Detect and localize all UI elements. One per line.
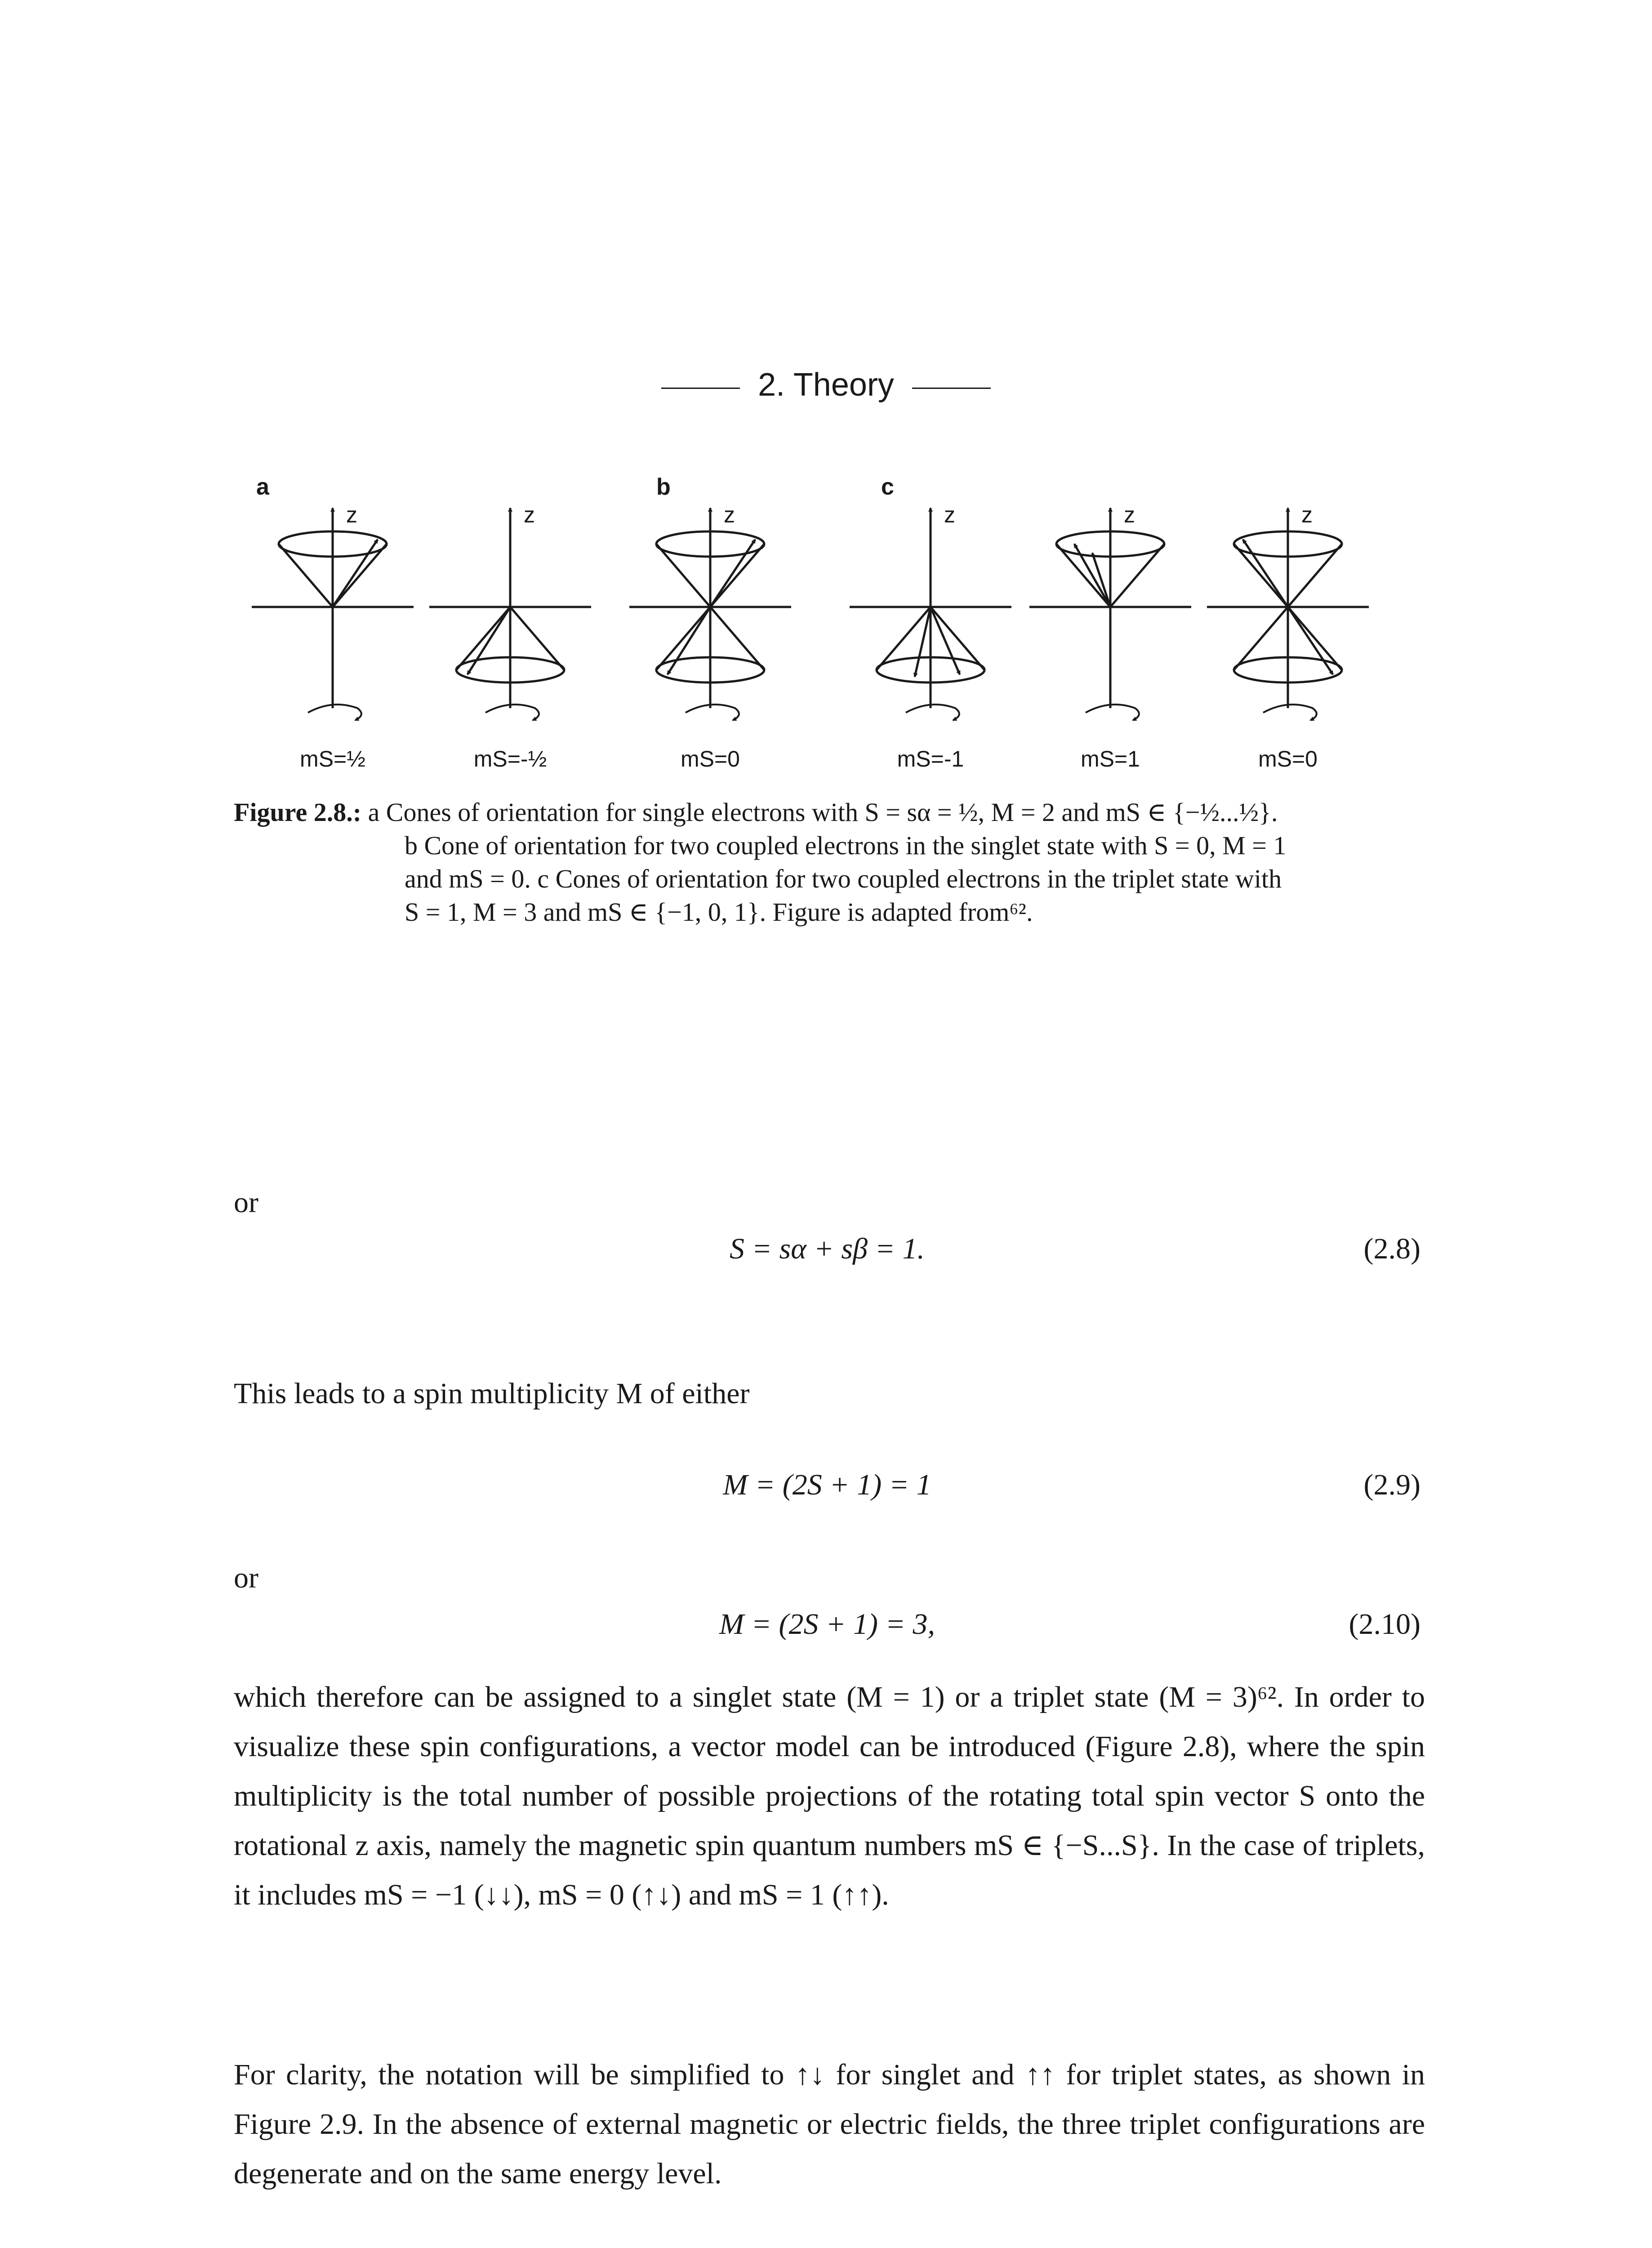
spin-vector — [931, 607, 960, 674]
spin-vector — [333, 540, 378, 607]
cone-edge — [710, 607, 764, 670]
equation-2-8 — [234, 1232, 1420, 1272]
cone-edge — [656, 544, 710, 607]
paragraph-multiplicity: This leads to a spin multiplicity M of either — [234, 1377, 750, 1410]
header-rule-right — [912, 388, 991, 389]
equation-2-8-expr: S = sα + sβ = 1. — [730, 1232, 925, 1265]
cone-edge — [1234, 544, 1288, 607]
equation-2-10-number: (2.10) — [1349, 1608, 1420, 1641]
equation-2-10 — [234, 1607, 1420, 1648]
panel-label-b: b — [656, 474, 671, 500]
figure-caption — [234, 796, 1425, 929]
z-axis-label: z — [724, 502, 735, 527]
text-or-1: or — [234, 1186, 258, 1219]
cone-edge — [456, 607, 510, 670]
ms-label-5: mS=1 — [1080, 746, 1140, 772]
z-axis-label: z — [346, 502, 357, 527]
cone-edge — [1288, 544, 1342, 607]
cone-edge — [1288, 607, 1342, 670]
spin-vector — [668, 607, 710, 674]
ms-label-4: mS=-1 — [897, 746, 964, 772]
caption-line-1: a Cones of orientation for single electrons with S = sα = ½, M = 2 and mS ∈ {−½...½}. — [368, 798, 1278, 827]
cone-edge — [1056, 544, 1110, 607]
cone-edge — [656, 607, 710, 670]
ms-label-1: mS=½ — [300, 746, 365, 772]
rotation-arrow — [308, 705, 361, 720]
spin-vector — [468, 607, 510, 674]
spin-vector — [1243, 540, 1288, 607]
equation-2-9 — [234, 1468, 1420, 1508]
header-rule-left — [661, 388, 740, 389]
text-or-2: or — [234, 1561, 258, 1594]
cone-edge — [1110, 544, 1164, 607]
equation-2-8-number: (2.8) — [1363, 1232, 1420, 1265]
caption-line-2: b Cone of orientation for two coupled electrons in the singlet state with S = 0, M = 1 — [405, 831, 1287, 860]
ms-label-3: mS=0 — [680, 746, 740, 772]
paragraph-notation: For clarity, the notation will be simplified to ↑↓ for singlet and ↑↑ for triplet states, as shown in Figure 2.9. In the absence of external magnetic or electric fields, the three triplet configurations are degenerate and on the same energy level. — [234, 2058, 1425, 2190]
header-title: 2. Theory — [758, 367, 894, 403]
caption-label: Figure 2.8.: — [234, 798, 362, 827]
cone-edge — [1234, 607, 1288, 670]
z-axis-label: z — [1124, 502, 1135, 527]
panel-label-c: c — [881, 474, 894, 500]
equation-2-9-number: (2.9) — [1363, 1468, 1420, 1501]
ms-label-2: mS=-½ — [473, 746, 547, 772]
cone-edge — [333, 544, 387, 607]
cone-edge — [710, 544, 764, 607]
rotation-arrow — [1263, 705, 1317, 720]
rotation-arrow — [485, 705, 539, 720]
spin-vector — [1288, 607, 1333, 674]
ms-label-6: mS=0 — [1258, 746, 1318, 772]
caption-line-3: and mS = 0. c Cones of orientation for two coupled electrons in the triplet state with — [405, 864, 1282, 893]
spin-vector — [710, 540, 755, 607]
panel-label-a: a — [256, 474, 269, 500]
z-axis-label: z — [1301, 502, 1313, 527]
z-axis-label: z — [524, 502, 535, 527]
rotation-arrow — [906, 705, 959, 720]
cone-edge — [279, 544, 333, 607]
running-header — [0, 366, 1652, 404]
paragraph-vector-model: which therefore can be assigned to a singlet state (M = 1) or a triplet state (M = 3)⁶². In order to visualize these spin configurations, a vector model can be introduced (Figure 2.8), where the spin multiplicity is the total number of possible projections of the rotating total spin vector S onto the rotational z axis, namely the magnetic spin quantum numbers mS ∈ {−S...S}. In the case of triplets, it includes mS = −1 (↓↓), mS = 0 (↑↓) and mS = 1 (↑↑). — [234, 1681, 1425, 1911]
caption-line-4: S = 1, M = 3 and mS ∈ {−1, 0, 1}. Figure is adapted from⁶². — [405, 897, 1033, 927]
rotation-arrow — [686, 705, 739, 720]
rotation-arrow — [1086, 705, 1139, 720]
cone-edge — [510, 607, 564, 670]
spin-cone-figure — [211, 463, 1443, 778]
cone-edge — [931, 607, 984, 670]
equation-2-9-expr: M = (2S + 1) = 1 — [723, 1468, 931, 1501]
z-axis-label: z — [944, 502, 955, 527]
equation-2-10-expr: M = (2S + 1) = 3, — [719, 1608, 935, 1641]
